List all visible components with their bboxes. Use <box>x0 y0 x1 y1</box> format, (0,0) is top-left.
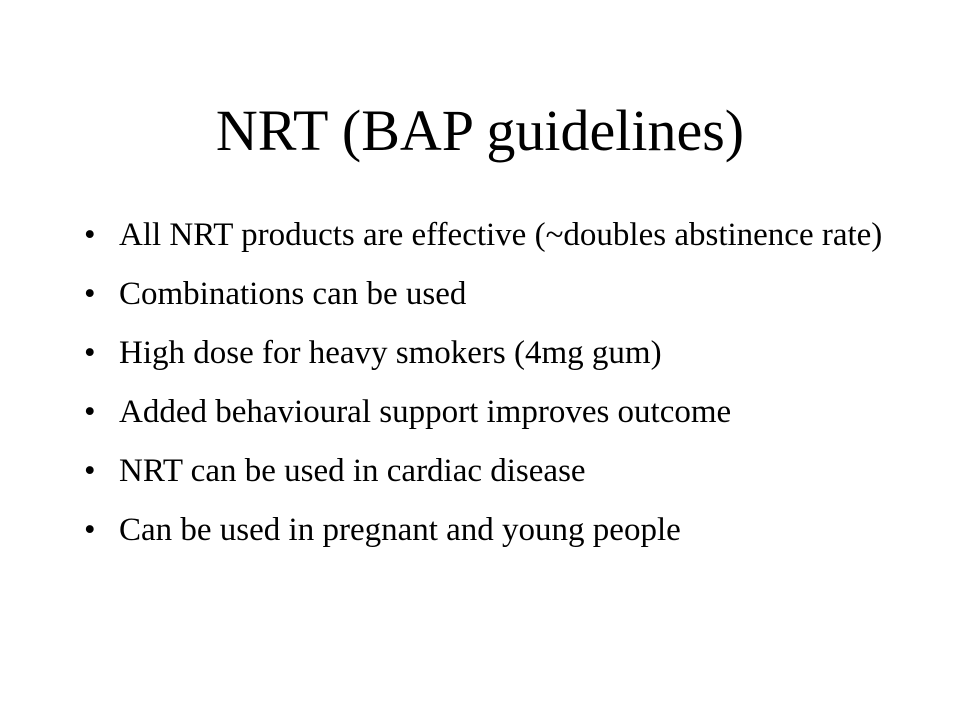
bullet-text: Combinations can be used <box>119 276 467 312</box>
bullet-item <box>84 452 884 491</box>
bullet-dot-icon: • <box>84 453 96 489</box>
bullet-text: NRT can be used in cardiac disease <box>119 453 586 489</box>
bullet-dot-icon: • <box>84 217 96 253</box>
bullet-item <box>84 216 884 255</box>
bullet-text: High dose for heavy smokers (4mg gum) <box>119 335 662 371</box>
bullet-text: Added behavioural support improves outcome <box>119 394 732 430</box>
bullet-list <box>84 216 884 570</box>
bullet-dot-icon: • <box>84 394 96 430</box>
bullet-text: All NRT products are effective (~doubles abstinence rate) <box>119 217 883 253</box>
bullet-dot-icon: • <box>84 512 96 548</box>
slide-title: NRT (BAP guidelines) <box>215 98 745 163</box>
bullet-dot-icon: • <box>84 276 96 312</box>
bullet-item <box>84 334 884 373</box>
bullet-item <box>84 275 884 314</box>
bullet-dot-icon: • <box>84 335 96 371</box>
bullet-item <box>84 393 884 432</box>
bullet-text: Can be used in pregnant and young people <box>119 512 681 548</box>
bullet-item <box>84 511 884 550</box>
